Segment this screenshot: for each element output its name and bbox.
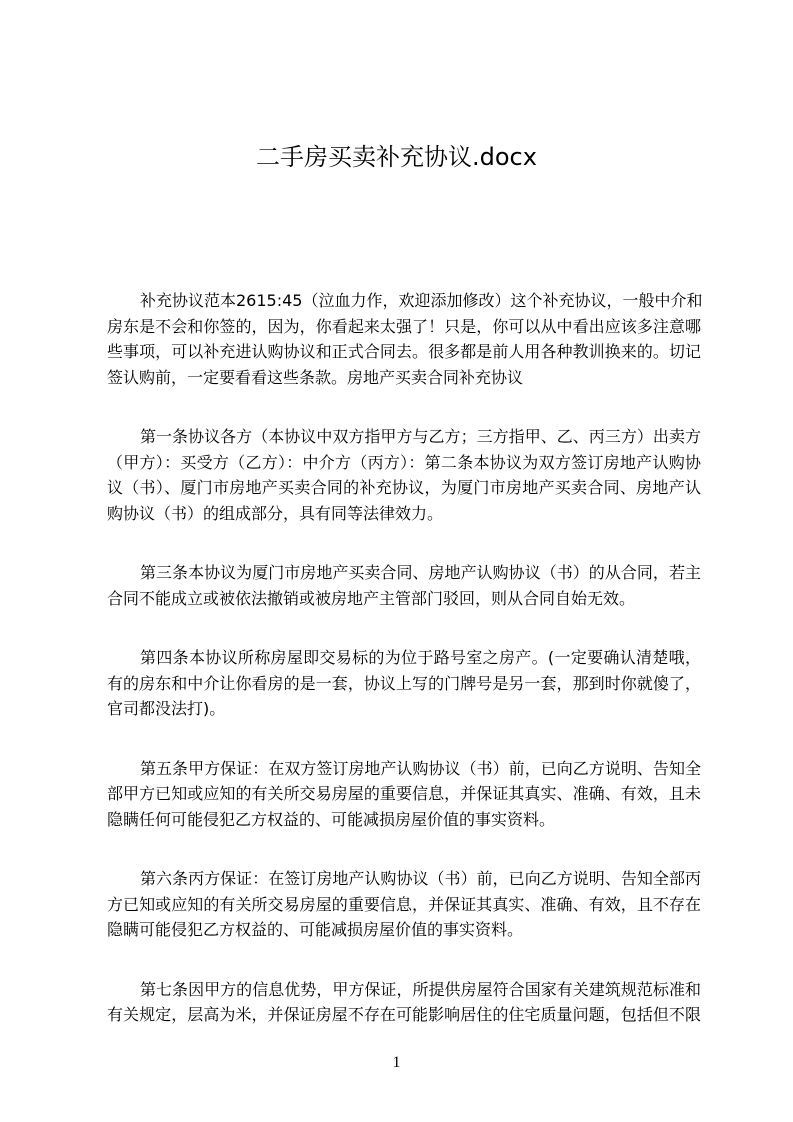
paragraph-line: 方已知或应知的有关所交易房屋的重要信息，并保证其真实、准确、有效，且不存在 bbox=[107, 894, 701, 914]
paragraph-line: 有的房东和中介让你看房的是一套，协议上写的门牌号是另一套，那到时你就傻了， bbox=[107, 673, 701, 693]
paragraph-line: （甲方）：买受方（乙方）：中介方（丙方）：第二条本协议为双方签订房地产认购协 bbox=[107, 452, 701, 472]
paragraph-line: 第四条本协议所称房屋即交易标的为位于路号室之房产。(一定要确认清楚哦， bbox=[140, 648, 701, 667]
paragraph bbox=[107, 424, 701, 526]
paragraph-line: 第六条丙方保证：在签订房地产认购协议（书）前，已向乙方说明、告知全部丙 bbox=[140, 869, 701, 888]
paragraph-line: 合同不能成立或被依法撤销或被房地产主管部门驳回，则从合同自始无效。 bbox=[107, 588, 636, 608]
paragraph bbox=[107, 977, 701, 1028]
paragraph bbox=[107, 645, 701, 722]
paragraph-line: 有关规定，层高为米，并保证房屋不存在可能影响居住的住宅质量问题，包括但不限 bbox=[107, 1005, 701, 1024]
paragraph-line: 隐瞒可能侵犯乙方权益的、可能减损房屋价值的事实资料。 bbox=[107, 920, 524, 939]
page-number: 1 bbox=[392, 1054, 401, 1071]
paragraph bbox=[107, 756, 701, 833]
document-body bbox=[107, 288, 701, 1062]
paragraph-line: 房东是不会和你签的，因为，你看起来太强了！只是，你可以从中看出应该多注意哪 bbox=[107, 316, 701, 336]
paragraph-line: 补充协议范本2615:45（泣血力作，欢迎添加修改）这个补充协议，一般中介和 bbox=[140, 291, 703, 310]
paragraph-line: 第五条甲方保证：在双方签订房地产认购协议（书）前，已向乙方说明、告知全 bbox=[140, 758, 701, 778]
paragraph-line: 购协议（书）的组成部分，具有同等法律效力。 bbox=[107, 503, 444, 523]
paragraph-line: 议（书）、厦门市房地产买卖合同的补充协议，为厦门市房地产买卖合同、房地产认 bbox=[107, 478, 701, 497]
paragraph bbox=[107, 560, 701, 611]
paragraph-line: 官司都没法打)。 bbox=[107, 699, 226, 718]
paragraph-line: 部甲方已知或应知的有关所交易房屋的重要信息，并保证其真实、准确、有效，且未 bbox=[107, 784, 701, 803]
paragraph-line: 些事项，可以补充进认购协议和正式合同去。很多都是前人用各种教训换来的。切记 bbox=[107, 342, 701, 361]
paragraph-line: 隐瞒任何可能侵犯乙方权益的、可能减损房屋价值的事实资料。 bbox=[107, 809, 556, 829]
paragraph-line: 签认购前，一定要看看这些条款。房地产买卖合同补充协议 bbox=[107, 367, 524, 387]
paragraph-line: 第一条协议各方（本协议中双方指甲方与乙方；三方指甲、乙、丙三方）出卖方 bbox=[140, 427, 701, 446]
paragraph-line: 第三条本协议为厦门市房地产买卖合同、房地产认购协议（书）的从合同，若主 bbox=[140, 563, 701, 582]
paragraph-line: 第七条因甲方的信息优势，甲方保证，所提供房屋符合国家有关建筑规范标准和 bbox=[140, 979, 701, 999]
paragraph bbox=[107, 866, 701, 943]
paragraph bbox=[107, 288, 701, 390]
document-title: 二手房买卖补充协议.docx bbox=[256, 143, 537, 171]
